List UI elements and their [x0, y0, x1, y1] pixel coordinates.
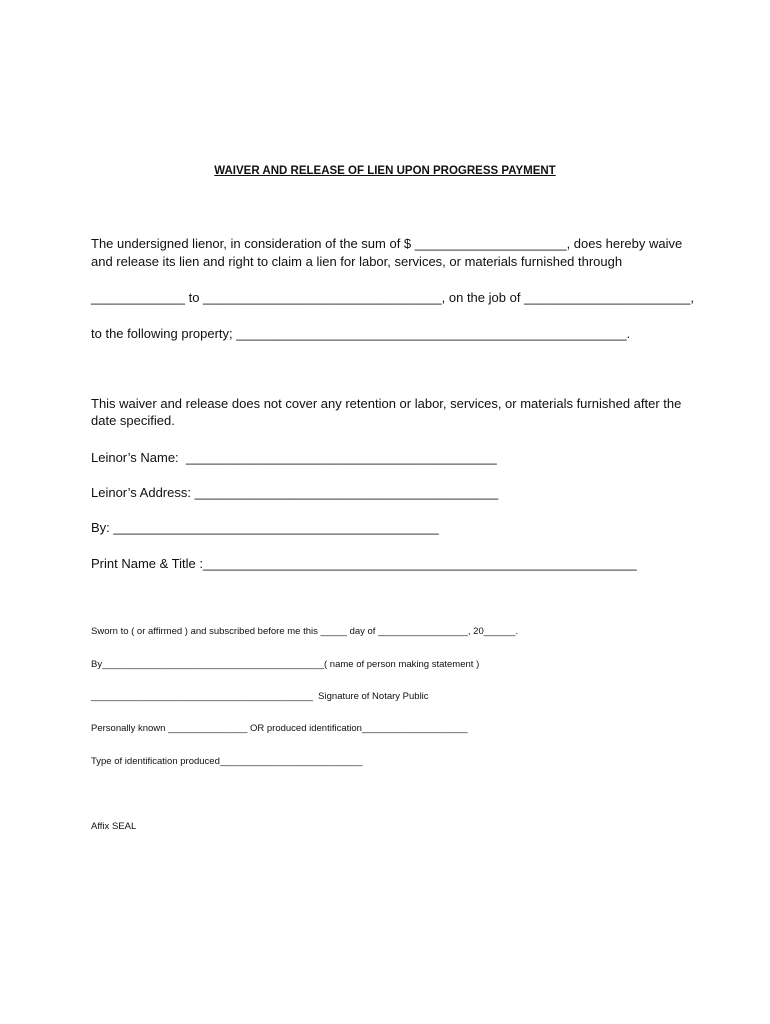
leinor-name-field: Leinor’s Name: ___________________________________________: [91, 450, 497, 465]
release-line: and release its lien and right to claim a lien for labor, services, or materials furnished through: [91, 254, 623, 269]
notary-signature-line: __________________________________________ Signature of Notary Public: [91, 691, 429, 702]
identification-type-line: Type of identification produced___________________________: [91, 756, 363, 767]
identification-line: Personally known _______________ OR produced identification____________________: [91, 723, 468, 734]
sworn-statement-line: Sworn to ( or affirmed ) and subscribed before me this _____ day of _________________, 20______.: [91, 626, 519, 637]
consideration-line: The undersigned lienor, in consideration of the sum of $ _____________________, does hereby waive: [91, 236, 683, 251]
waiver-scope-line-2: date specified.: [91, 413, 175, 428]
property-line: to the following property; ______________________________________________________.: [91, 326, 631, 341]
period-and-job-line: _____________ to _________________________________, on the job of _______________________,: [91, 290, 694, 305]
affix-seal-label: Affix SEAL: [91, 821, 137, 832]
waiver-scope-line: This waiver and release does not cover any retention or labor, services, or materials furnished after the: [91, 396, 682, 411]
by-field: By: _____________________________________________: [91, 520, 439, 535]
document-title: WAIVER AND RELEASE OF LIEN UPON PROGRESS PAYMENT: [214, 165, 556, 177]
person-making-statement-line: By__________________________________________( name of person making statement ): [91, 659, 480, 670]
leinor-address-field: Leinor’s Address: __________________________________________: [91, 485, 499, 500]
print-name-title-field: Print Name & Title :____________________________________________________________: [91, 556, 637, 571]
